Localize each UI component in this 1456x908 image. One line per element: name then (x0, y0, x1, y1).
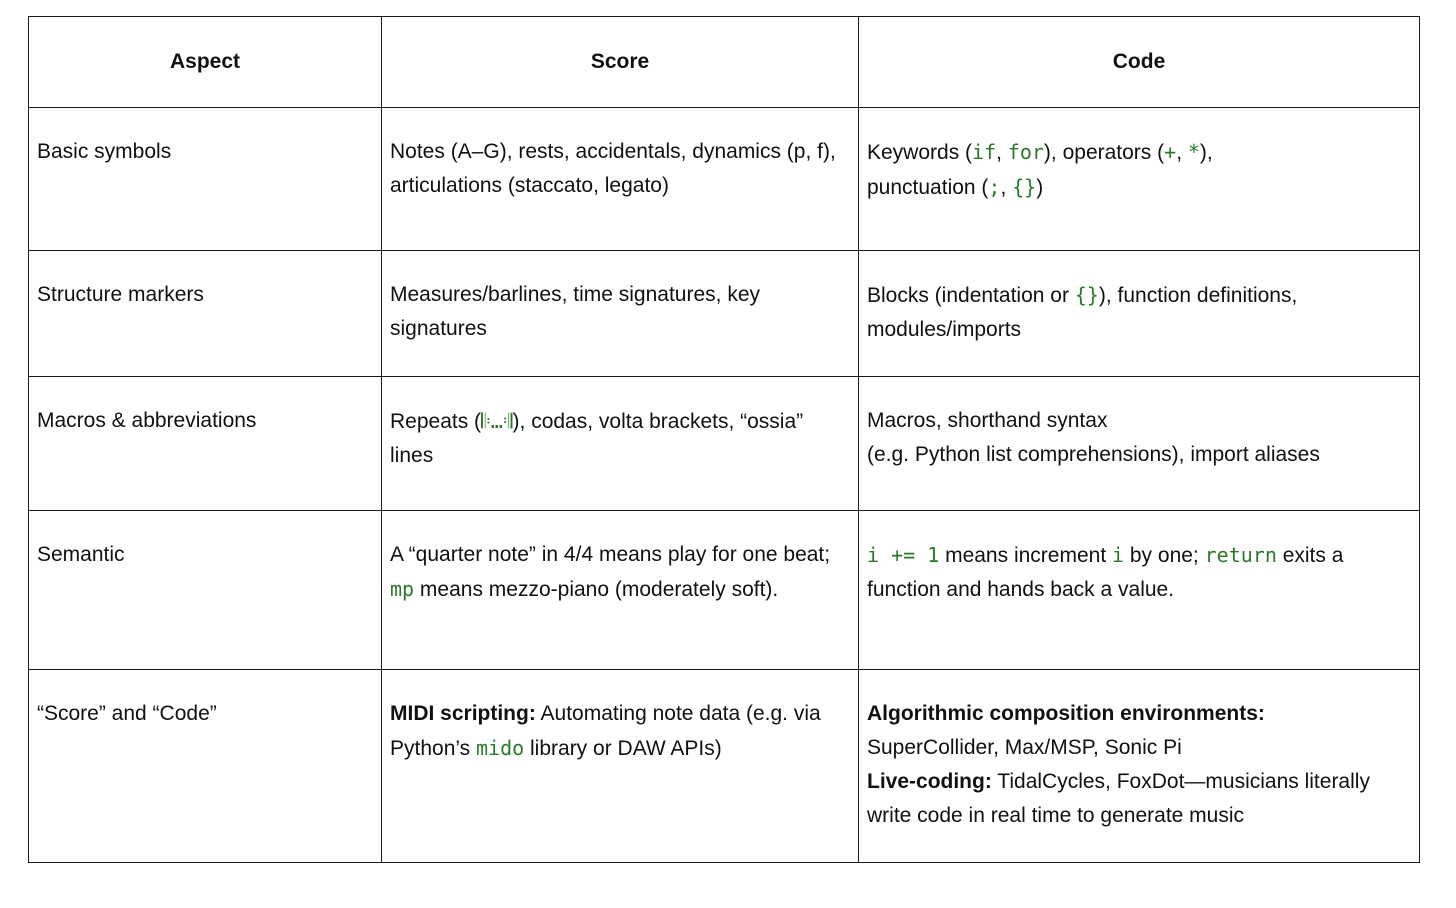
inline-code: + (1164, 140, 1177, 164)
cell-text: ) (1036, 176, 1044, 199)
inline-code: 𝄆…𝄇 (481, 409, 513, 433)
aspect-cell: “Score” and “Code” (29, 670, 382, 863)
cell-text: means mezzo-piano (moderately soft). (414, 578, 779, 601)
cell-text: Keywords ( (867, 141, 973, 164)
header-aspect: Aspect (29, 17, 382, 108)
table-row (29, 670, 1420, 863)
score-cell (382, 251, 859, 377)
score-cell (382, 511, 859, 670)
inline-code: * (1187, 140, 1200, 164)
table-row (29, 511, 1420, 670)
inline-code: {} (1074, 283, 1099, 307)
score-cell (382, 108, 859, 251)
cell-text: Macros, shorthand syntax (867, 409, 1108, 432)
cell-text: A “quarter note” in 4/4 means play for one beat; (390, 543, 831, 566)
code-cell (859, 511, 1420, 670)
inline-code: if (972, 140, 997, 164)
cell-text: , (996, 141, 1008, 164)
table-row (29, 377, 1420, 511)
cell-text: Notes (A–G), rests, accidentals, dynamics (p, f), articulations (staccato, legato) (390, 140, 836, 197)
cell-text: ), operators ( (1043, 141, 1165, 164)
aspect-cell: Semantic (29, 511, 382, 670)
cell-text: ), (1199, 141, 1213, 164)
cell-text: ), codas, volta brackets, “ossia” lines (390, 410, 804, 467)
score-cell (382, 377, 859, 511)
cell-text: ), function definitions, modules/imports (867, 284, 1298, 341)
cell-text: means increment (939, 544, 1112, 567)
cell-text: punctuation ( (867, 176, 989, 199)
table-row (29, 108, 1420, 251)
inline-code: return (1204, 543, 1277, 567)
cell-text: , (1176, 141, 1188, 164)
aspect-cell: Basic symbols (29, 108, 382, 251)
code-cell (859, 377, 1420, 511)
cell-text: TidalCycles, FoxDot—musicians literally write code in real time to generate music (867, 770, 1370, 827)
header-row (29, 17, 1420, 108)
cell-text: SuperCollider, Max/MSP, Sonic Pi (867, 736, 1182, 759)
inline-code: mido (476, 736, 525, 760)
code-cell (859, 670, 1420, 863)
bold-label: Live-coding: (867, 770, 992, 793)
inline-code: i += 1 (867, 543, 940, 567)
cell-text: Blocks (indentation or (867, 284, 1075, 307)
aspect-cell: Structure markers (29, 251, 382, 377)
cell-text: exits a function and hands back a value. (867, 544, 1344, 601)
code-cell (859, 251, 1420, 377)
aspect-cell: Macros & abbreviations (29, 377, 382, 511)
inline-code: ; (988, 175, 1001, 199)
header-score: Score (382, 17, 859, 108)
table-row (29, 251, 1420, 377)
bold-label: MIDI scripting: (390, 702, 536, 725)
cell-text: , (1000, 176, 1013, 199)
cell-text: (e.g. Python list comprehensions), import aliases (867, 443, 1320, 466)
inline-code: mp (390, 577, 415, 601)
cell-text: by one; (1124, 544, 1205, 567)
inline-code: i (1112, 543, 1125, 567)
code-cell (859, 108, 1420, 251)
score-cell (382, 670, 859, 863)
header-code: Code (859, 17, 1420, 108)
inline-code: for (1007, 140, 1044, 164)
cell-text: Measures/barlines, time signatures, key signatures (390, 283, 760, 340)
bold-label: Algorithmic composition environments: (867, 702, 1265, 725)
inline-code: {} (1012, 175, 1037, 199)
cell-text: library or DAW APIs) (524, 737, 722, 760)
cell-text: Automating note data (e.g. via Python’s (390, 702, 821, 760)
cell-text: Repeats ( (390, 410, 482, 433)
comparison-table (28, 16, 1420, 863)
